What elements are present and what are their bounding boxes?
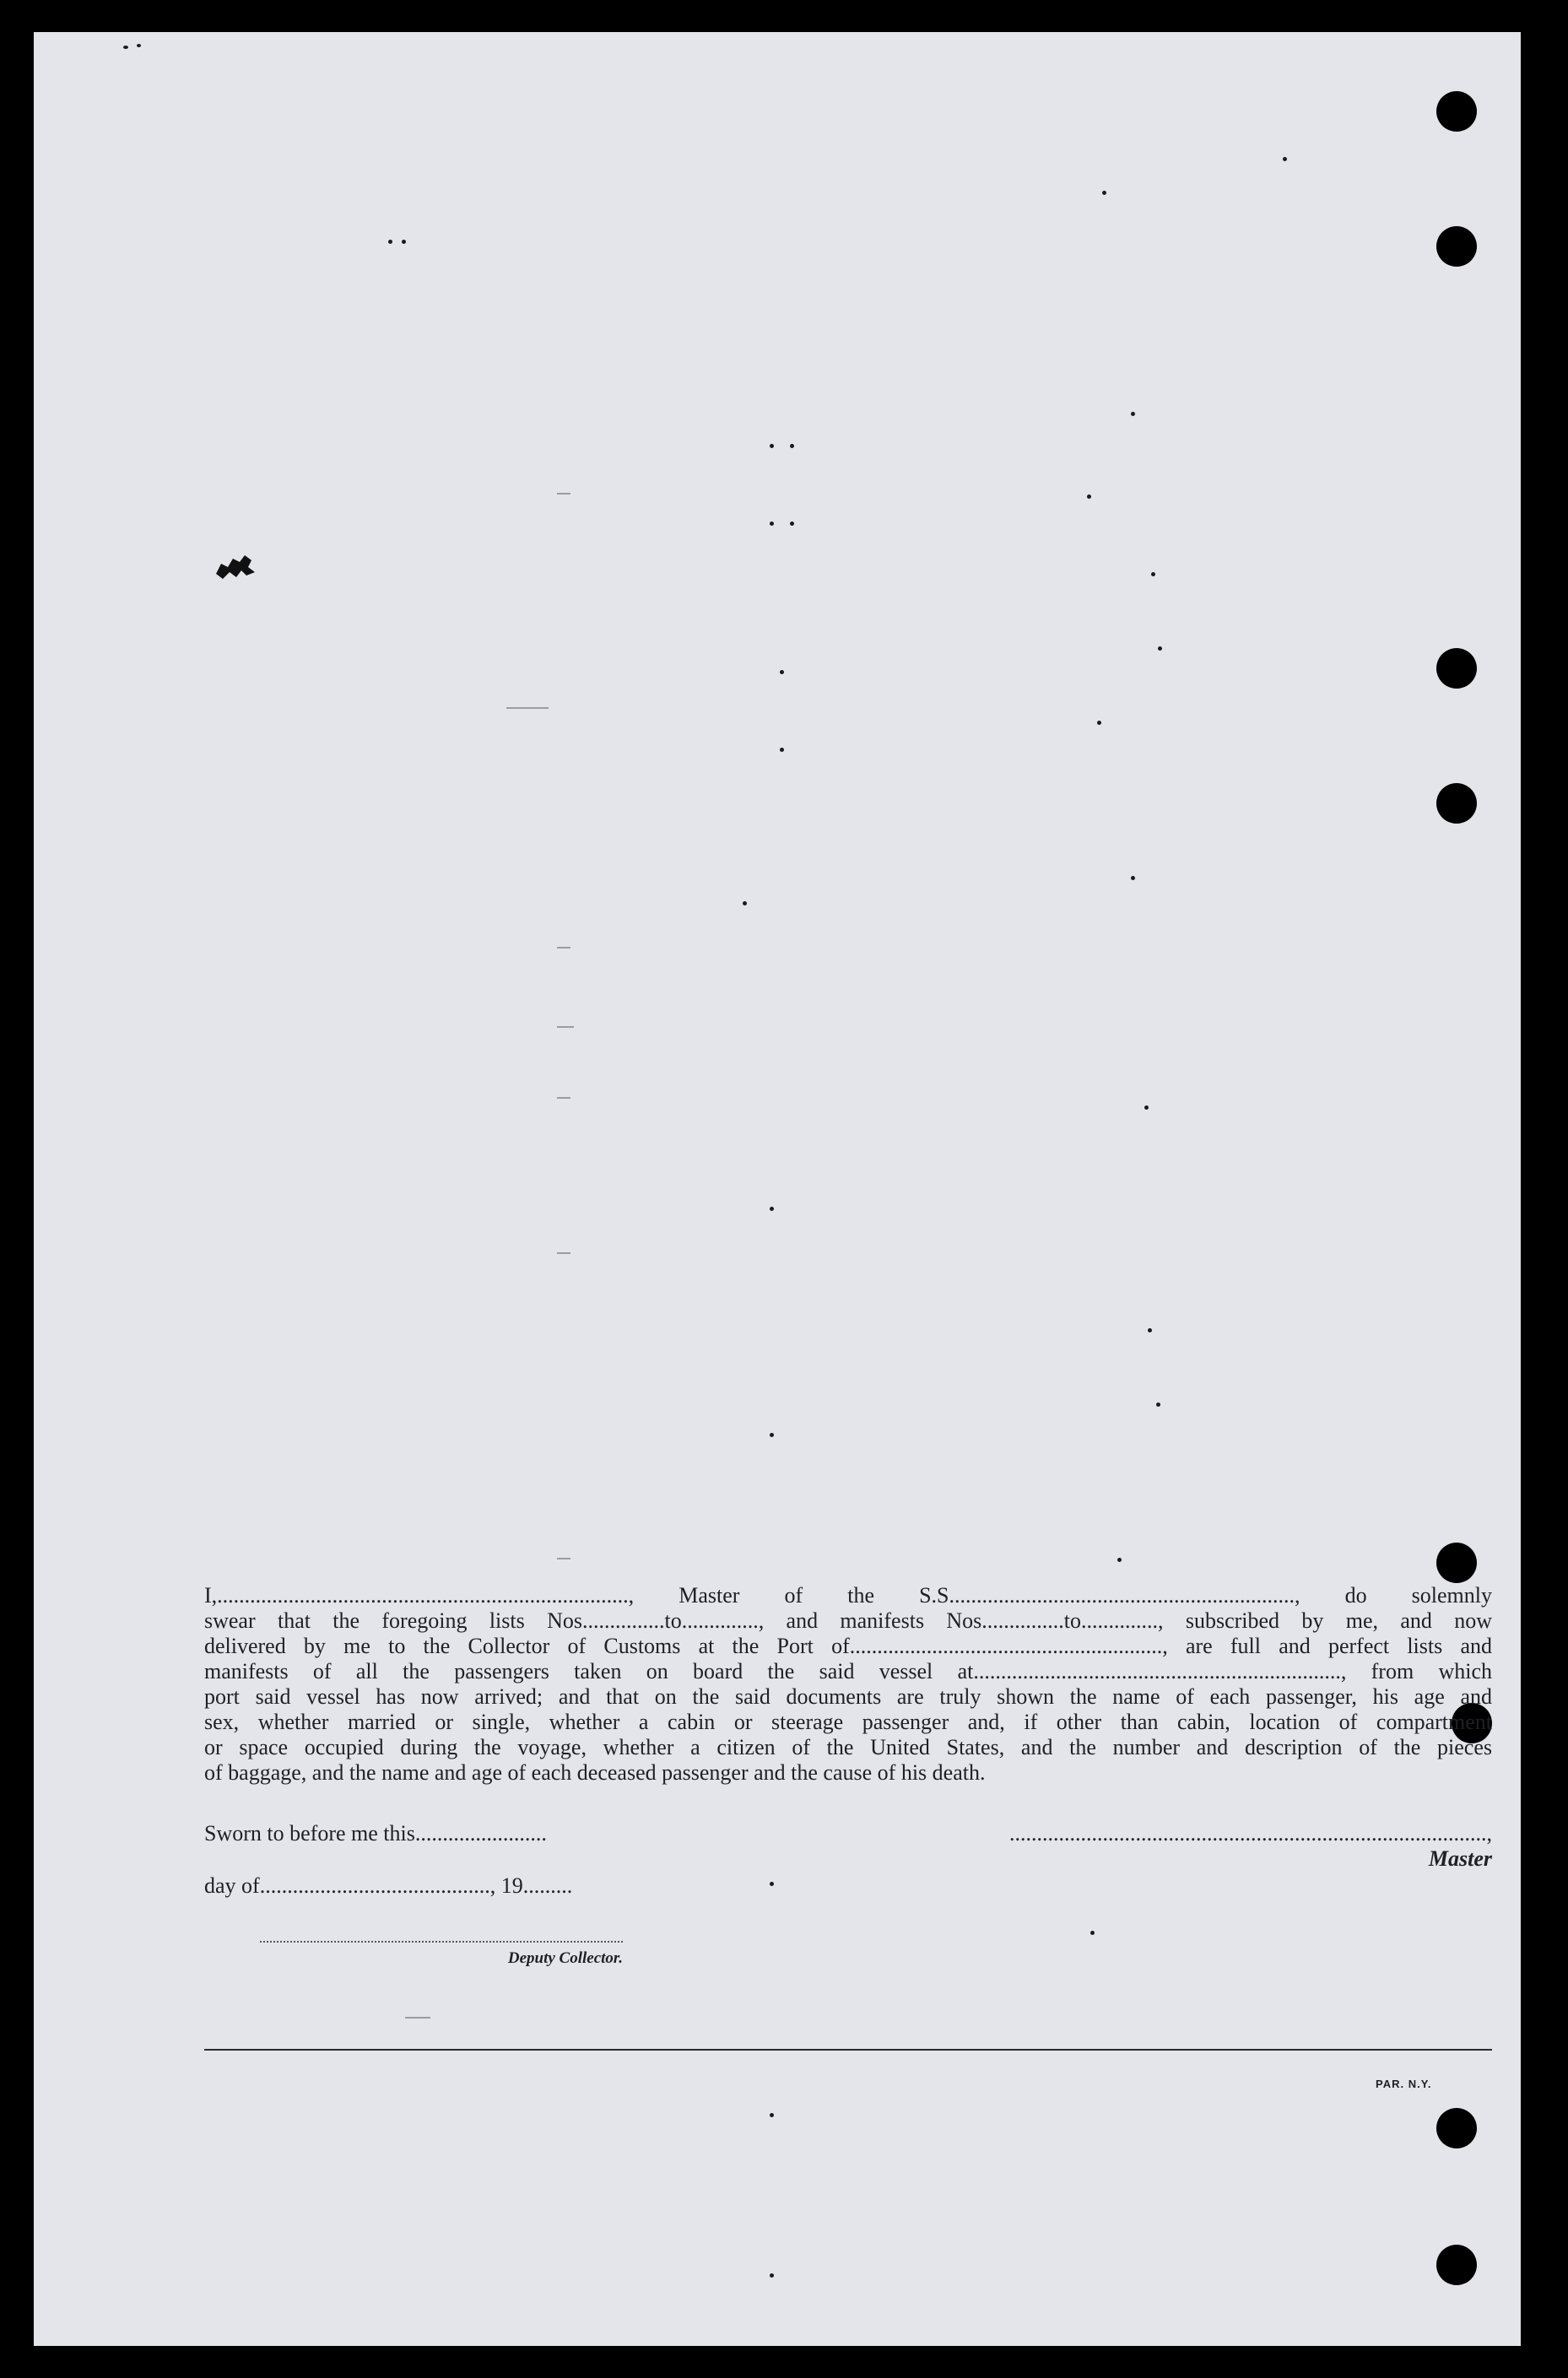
speck [123, 46, 128, 49]
speck [1087, 495, 1091, 499]
dash-mark [405, 2017, 430, 2019]
dash-mark [557, 493, 570, 495]
speck [388, 240, 392, 244]
speck [137, 44, 141, 47]
oath-line: swear that the foregoing lists Nos...............to.............., and manifests Nos...............to.............., subscribed by me, and now [204, 1608, 1492, 1633]
deputy-collector-label: Deputy Collector. [507, 1949, 623, 1967]
speck [1090, 1931, 1095, 1935]
speck [1097, 721, 1101, 725]
speck [770, 2273, 774, 2278]
footer-mark: PAR. N.Y. [1376, 2078, 1432, 2090]
speck [402, 240, 406, 244]
oath-line: manifests of all the passengers taken on board the said vessel at..................................................................., from which [204, 1659, 1492, 1684]
oath-line: or space occupied during the voyage, whether a citizen of the United States, and the number and description of the pieces [204, 1735, 1492, 1759]
speck [1148, 1328, 1152, 1332]
master-text: ......................................................................................., Master [1009, 1821, 1492, 1871]
binder-hole [1436, 2245, 1477, 2285]
speck [770, 1882, 774, 1886]
day-of-line: day of.........................................., 19......... [204, 1873, 573, 1898]
speck [1102, 191, 1106, 195]
speck [770, 1433, 774, 1437]
binder-hole [1436, 226, 1477, 267]
speck [790, 444, 794, 448]
speck [743, 901, 747, 905]
speck [770, 2113, 774, 2117]
speck [1283, 157, 1287, 161]
speck [1158, 646, 1162, 651]
sworn-before-line: Sworn to before me this........................ [204, 1821, 547, 1846]
speck [770, 1207, 774, 1211]
dash-mark [506, 707, 549, 709]
speck [1117, 1558, 1122, 1562]
dash-mark [557, 1026, 574, 1028]
binder-hole [1436, 783, 1477, 824]
speck [1156, 1402, 1160, 1407]
oath-paragraph [204, 1583, 1492, 1786]
binder-hole [1436, 1543, 1477, 1583]
dash-mark [557, 1558, 570, 1559]
dash-mark [557, 1097, 570, 1099]
speck [770, 444, 774, 448]
binder-hole [1436, 2108, 1477, 2148]
master-word: Master [1428, 1846, 1492, 1871]
divider-rule [204, 2049, 1492, 2051]
oath-line: delivered by me to the Collector of Customs at the Port of........................................................., are full and perfect lists and [204, 1634, 1492, 1658]
speck [1131, 412, 1135, 416]
oath-line: I,..........................................................................., Master of the S.S..............................................................., do solemnly [204, 1583, 1492, 1608]
speck [790, 522, 794, 526]
speck [1144, 1105, 1149, 1110]
oath-line: port said vessel has now arrived; and that on the said documents are truly shown the name of each passenger, his age and [204, 1684, 1492, 1709]
speck [780, 670, 784, 674]
dash-mark [557, 1252, 570, 1254]
speck [1131, 876, 1135, 880]
speck [780, 748, 784, 752]
ink-stain [213, 552, 258, 582]
deputy-signature-line [260, 1941, 623, 1943]
master-signature-line [945, 1821, 1492, 1872]
dash-mark [557, 947, 570, 948]
oath-line: of baggage, and the name and age of each deceased passenger and the cause of his death. [204, 1760, 986, 1785]
binder-hole [1436, 648, 1477, 689]
speck [770, 522, 774, 526]
document-page [34, 32, 1521, 2346]
oath-line: sex, whether married or single, whether a cabin or steerage passenger and, if other than cabin, location of compartment [204, 1710, 1492, 1734]
binder-hole [1436, 91, 1477, 132]
speck [1151, 572, 1155, 576]
